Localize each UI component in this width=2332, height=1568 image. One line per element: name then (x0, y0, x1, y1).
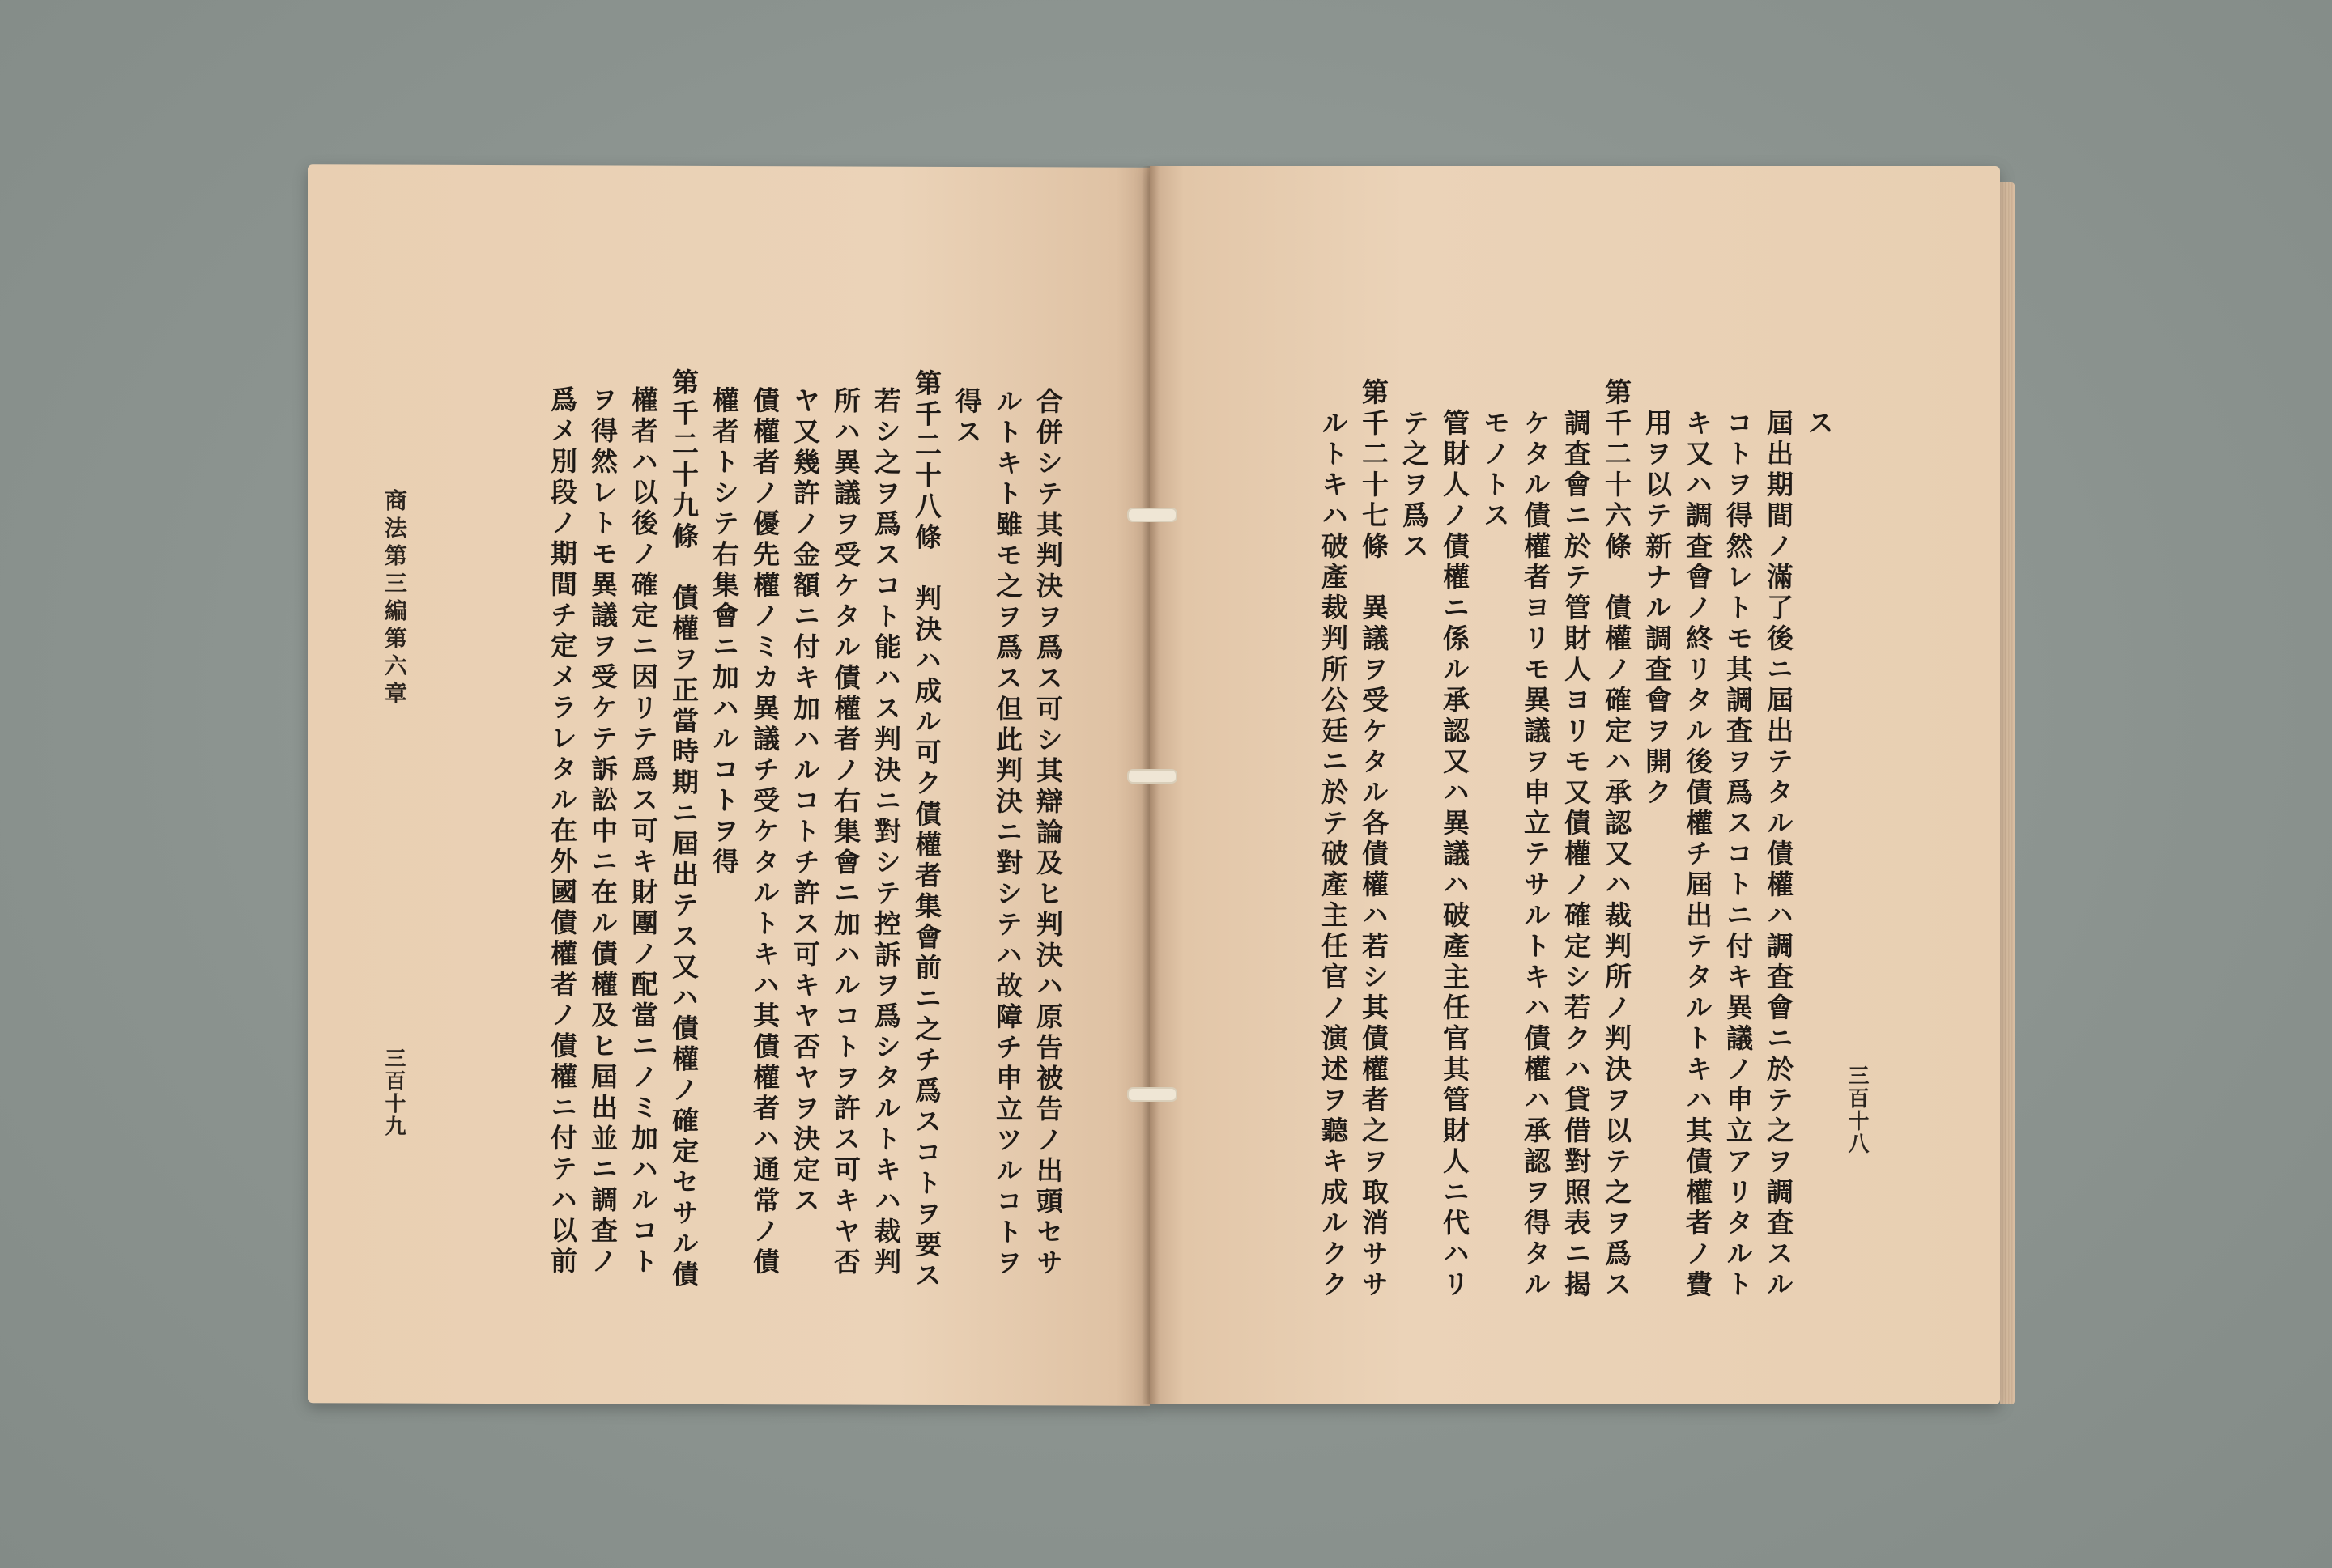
right-column-13: ルトキハ破產裁判所公廷ニ於テ破產主任官ノ演述ヲ聽キ成ルクク (1317, 409, 1349, 1301)
left-column-9: 權者トシテ右集會ニ加ハルコトヲ得 (709, 385, 740, 879)
book-gutter (1142, 166, 1160, 1404)
right-column-9: モノトス (1479, 409, 1511, 532)
right-column-8: ケタル債權者ヨリモ異議ヲ申立テサルトキハ債權ハ承認ヲ得タル (1520, 409, 1551, 1301)
right-column-6: 第千二十六條 債權ノ確定ハ承認又ハ裁判所ノ判決ヲ以テ之ヲ爲ス (1601, 378, 1632, 1301)
right-column-11: テ之ヲ爲ス (1398, 409, 1430, 563)
left-column-7: ヤ又幾許ノ金額ニ付キ加ハルコトチ許ス可キヤ否ヤヲ決定ス (789, 386, 821, 1217)
right-page-number: 三百十八 (1845, 1064, 1869, 1155)
right-page (1150, 166, 2000, 1404)
left-column-6: 所ハ異議ヲ受ケタル債權者ノ右集會ニ加ハルコトヲ許ス可キヤ否 (830, 386, 862, 1279)
left-column-3: 得ス (951, 386, 983, 449)
binding-thread-bottom (1127, 1087, 1177, 1102)
right-column-12: 第千二十七條 異議ヲ受ケタル各債權ハ若シ其債權者之ヲ取消ササ (1358, 378, 1389, 1301)
left-column-11: 權者ハ以後ノ確定ニ因リテ爲ス可キ財團ノ配當ニノミ加ハルコト (628, 385, 659, 1278)
left-column-4: 第千二十八條 判決ハ成ル可ク債權者集會前ニ之チ爲スコトヲ要ス (911, 368, 943, 1292)
binding-thread-middle (1127, 769, 1177, 784)
left-column-2: ルトキト雖モ之ヲ爲ス但此判決ニ對シテハ故障チ申立ツルコトヲ (992, 387, 1023, 1280)
right-column-3: コトヲ得然レトモ其調査ヲ爲スコトニ付キ異議ノ申立アリタルト (1722, 409, 1754, 1301)
running-head: 商法第三編第六章 (381, 488, 408, 709)
left-page (308, 164, 1150, 1406)
right-column-10: 管財人ノ債權ニ係ル承認又ハ異議ハ破產主任官其管財人ニ代ハリ (1439, 409, 1470, 1301)
left-column-1: 合併シテ其判決ヲ爲ス可シ其辯論及ヒ判決ハ原告被告ノ出頭セサ (1032, 387, 1064, 1280)
left-column-13: 爲メ別段ノ期間チ定メラレタル在外國債權者ノ債權ニ付テハ以前 (547, 385, 578, 1278)
page-edges (2000, 182, 2015, 1404)
right-column-7: 調査會ニ於テ管財人ヨリモ又債權ノ確定シ若クハ貸借對照表ニ揭 (1560, 409, 1592, 1301)
left-column-5: 若シ之ヲ爲スコト能ハス判決ニ對シテ控訴ヲ爲シタルトキハ裁判 (870, 386, 902, 1279)
right-column-1: ス (1803, 409, 1835, 440)
left-column-10: 第千二十九條 債權ヲ正當時期ニ屆出テス又ハ債權ノ確定セサル債 (668, 368, 700, 1291)
open-book (308, 166, 2016, 1404)
left-column-12: ヲ得然レトモ異議ヲ受ケテ訴訟中ニ在ル債權及ヒ屆出並ニ調査ノ (587, 385, 619, 1278)
binding-thread-top (1127, 508, 1177, 522)
right-column-5: 用ヲ以テ新ナル調査會ヲ開ク (1641, 409, 1673, 809)
left-column-8: 債權者ノ優先權ノミカ異議チ受ケタルトキハ其債權者ハ通常ノ債 (749, 386, 781, 1279)
right-column-2: 屆出期間ノ滿了後ニ屆出テタル債權ハ調査會ニ於テ之ヲ調査スル (1763, 409, 1794, 1301)
right-column-4: キ又ハ調査會ノ終リタル後債權チ屆出テタルトキハ其債權者ノ費 (1682, 409, 1713, 1301)
left-page-number: 三百十九 (381, 1047, 406, 1138)
